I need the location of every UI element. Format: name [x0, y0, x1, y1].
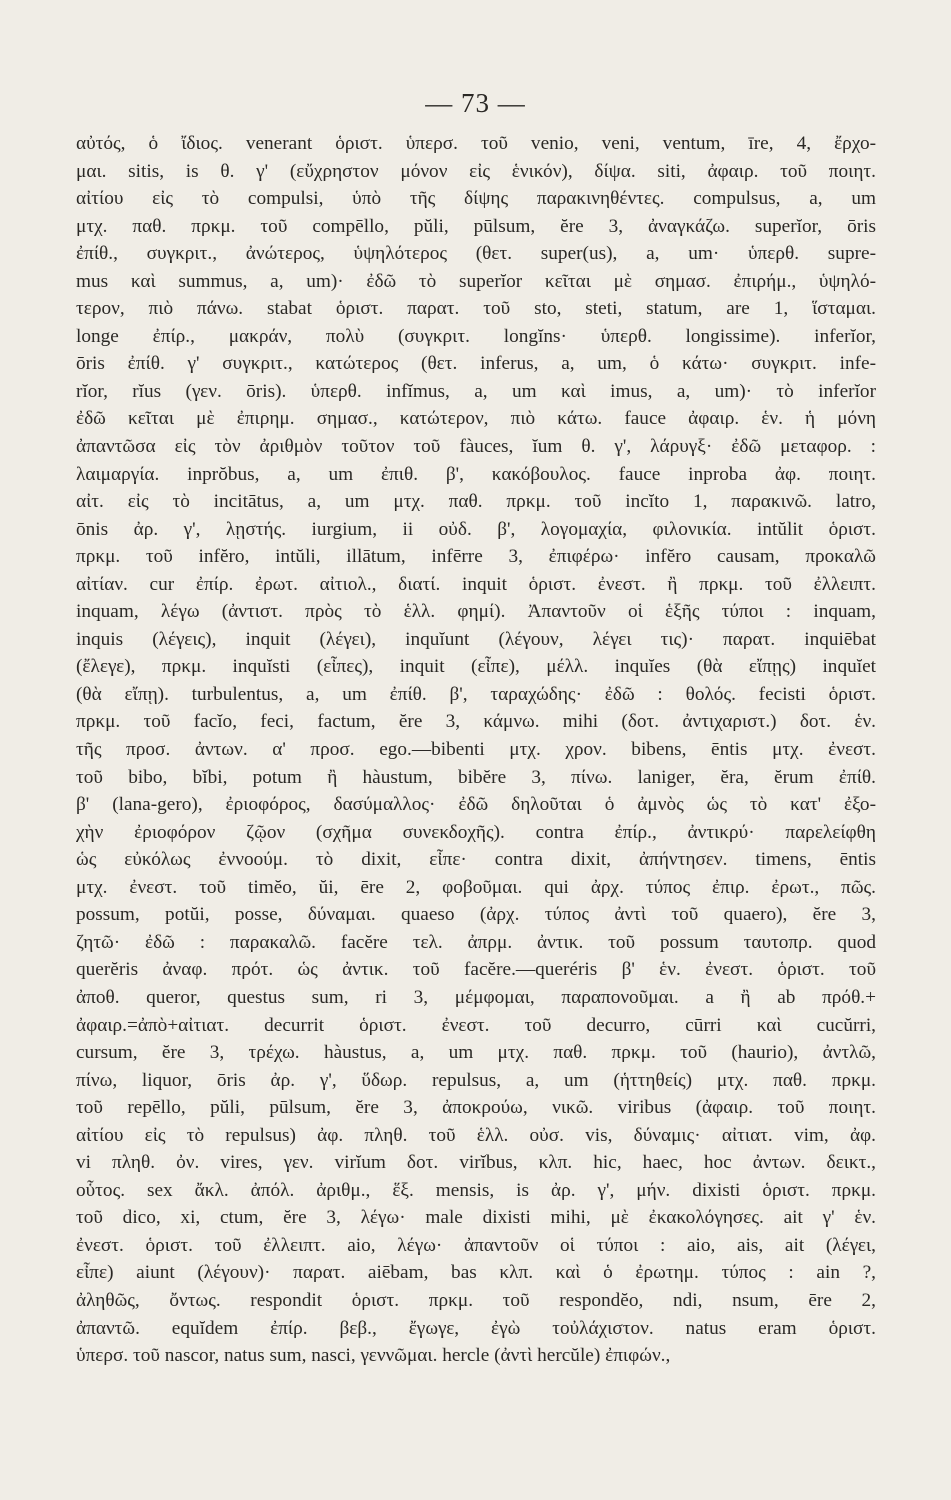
text-line: vi πληθ. ὀν. vires, γεν. virĭum δοτ. virĭbus, κλπ. hic, haec, hoc ἀντων. δεικτ., — [76, 1152, 876, 1174]
text-line: αἰτίου εἰς τὸ compulsi, ὑπὸ τῆς δίψης παρακινηθέντες. compulsus, a, um — [76, 188, 876, 210]
text-line: ἀπαντῶσα εἰς τὸν ἀριθμὸν τοῦτον τοῦ fàuces, ĭum θ. γ', λάρυγξ· ἐδῶ μεταφορ. : — [76, 436, 876, 458]
text-line: λαιμαργία. inprŏbus, a, um ἐπιθ. β', κακόβουλος. fauce inproba ἀφ. ποιητ. — [76, 463, 876, 485]
text-line: cursum, ĕre 3, τρέχω. hàustus, a, um μτχ. παθ. πρκμ. τοῦ (haurio), ἀντλῶ, — [76, 1042, 876, 1064]
text-line: mus καὶ summus, a, um)· ἐδῶ τὸ superĭor κεῖται μὲ σημασ. ἐπιρήμ., ὑψηλό- — [76, 270, 876, 292]
text-line: ἐπίθ., συγκριτ., ἀνώτερος, ὑψηλότερος (θετ. super(us), a, um· ὑπερθ. supre- — [76, 243, 876, 265]
text-line: πρκμ. τοῦ facĭo, feci, factum, ĕre 3, κάμνω. mihi (δοτ. ἀντιχαριστ.) δοτ. ἑν. — [76, 711, 876, 733]
text-line: ὑπερσ. τοῦ nascor, natus sum, nasci, γεννῶμαι. hercle (ἀντὶ hercŭle) ἐπιφών., — [76, 1345, 671, 1367]
text-line: εἶπε) aiunt (λέγουν)· παρατ. aiēbam, bas κλπ. καὶ ὁ ἐρωτημ. τύπος : ain ?, — [76, 1262, 876, 1284]
text-line: querĕris ἀναφ. πρότ. ὡς ἀντικ. τοῦ facĕre.—queréris β' ἑν. ἐνεστ. ὁριστ. τοῦ — [76, 959, 876, 981]
text-line: longe ἐπίρ., μακράν, πολὺ (συγκριτ. longĭns· ὑπερθ. longissime). inferĭor, — [76, 325, 876, 347]
text-line: ἐδῶ κεῖται μὲ ἐπιρημ. σημασ., κατώτερον, πιὸ κάτω. fauce ἀφαιρ. ἑν. ἡ μόνη — [76, 408, 876, 430]
text-line: (ἔλεγε), πρκμ. inquĭsti (εἶπες), inquit (εἶπε), μέλλ. inquĭes (θὰ εἴπῃς) inquĭet — [76, 656, 876, 678]
text-line: πίνω, liquor, ōris ἀρ. γ', ὕδωρ. repulsus, a, um (ἡττηθείς) μτχ. παθ. πρκμ. — [76, 1069, 876, 1091]
text-line: ζητῶ· ἐδῶ : παρακαλῶ. facĕre τελ. ἀπρμ. ἀντικ. τοῦ possum ταυτοπρ. quod — [76, 931, 876, 953]
text-line: τῆς προσ. ἀντων. α' προσ. ego.—bibenti μτχ. χρον. bibens, ēntis μτχ. ἐνεστ. — [76, 739, 876, 761]
text-line: αὐτός, ὁ ἴδιος. venerant ὁριστ. ὑπερσ. τοῦ venio, veni, ventum, īre, 4, ἔρχο- — [76, 133, 876, 154]
text-line: (θὰ εἴπῃ). turbulentus, a, um ἐπίθ. β', ταραχώδης· ἐδῶ : θολός. fecisti ὁριστ. — [76, 683, 876, 705]
text-line: τερον, πιὸ πάνω. stabat ὁριστ. παρατ. τοῦ sto, steti, statum, are 1, ἵσταμαι. — [76, 298, 876, 320]
text-line: ἀληθῶς, ὄντως. respondit ὁριστ. πρκμ. τοῦ respondĕo, ndi, nsum, ēre 2, — [76, 1289, 876, 1311]
text-line: ἀφαιρ.=ἀπὸ+αἰτιατ. decurrit ὁριστ. ἐνεστ. τοῦ decurro, cūrri καὶ cucŭrri, — [76, 1014, 876, 1036]
text-line: ὡς εὐκόλως ἐννοούμ. τὸ dixit, εἶπε· contra dixit, ἀπήντησεν. timens, ēntis — [76, 849, 876, 871]
text-line: inquam, λέγω (ἀντιστ. πρὸς τὸ ἑλλ. φημί). Ἀπαντοῦν οἱ ἑξῆς τύποι : inquam, — [76, 601, 876, 623]
text-line: ἀποθ. queror, questus sum, ri 3, μέμφομαι, παραπονοῦμαι. a ἢ ab πρόθ.+ — [76, 986, 876, 1008]
text-line: χὴν ἐριοφόρον ζῷον (σχῆμα συνεκδοχῆς). contra ἐπίρ., ἀντικρύ· παρελείφθη — [76, 821, 876, 843]
text-line: ἐνεστ. ὁριστ. τοῦ ἐλλειπτ. aio, λέγω· ἀπαντοῦν οἱ τύποι : aio, ais, ait (λέγει, — [76, 1234, 876, 1256]
text-line: πρκμ. τοῦ infĕro, intŭli, illātum, infērre 3, ἐπιφέρω· infĕro causam, προκαλῶ — [76, 546, 876, 568]
text-line: ἀπαντῶ. equĭdem ἐπίρ. βεβ., ἔγωγε, ἐγὼ τοὐλάχιστον. natus eram ὁριστ. — [76, 1317, 876, 1339]
text-line: inquis (λέγεις), inquit (λέγει), inquĭunt (λέγουν, λέγει τις)· παρατ. inquiēbat — [76, 628, 876, 650]
text-line: possum, potŭi, posse, δύναμαι. quaeso (ἀρχ. τύπος ἀντὶ τοῦ quaero), ĕre 3, — [76, 904, 876, 926]
text-line: μαι. sitis, is θ. γ' (εὔχρηστον μόνον εἰς ἑνικόν), δίψα. siti, ἀφαιρ. τοῦ ποιητ. — [76, 160, 876, 182]
text-line: ōris ἐπίθ. γ' συγκριτ., κατώτερος (θετ. inferus, a, um, ὁ κάτω· συγκριτ. infe- — [76, 353, 876, 375]
text-line: αἰτίου εἰς τὸ repulsus) ἀφ. πληθ. τοῦ ἑλλ. οὐσ. vis, δύναμις· αἰτιατ. vim, ἀφ. — [76, 1124, 876, 1146]
page-number: — 73 — — [425, 88, 526, 118]
text-line: τοῦ bibo, bĭbi, potum ἢ hàustum, bibĕre 3, πίνω. laniger, ĕra, ĕrum ἐπίθ. — [76, 766, 876, 788]
text-line: αἰτ. εἰς τὸ incitātus, a, um μτχ. παθ. πρκμ. τοῦ incĭto 1, παρακινῶ. latro, — [76, 491, 876, 513]
text-line: ōnis ἀρ. γ', λῃστής. iurgium, ii οὐδ. β', λογομαχία, φιλονικία. intŭlit ὁριστ. — [76, 518, 876, 540]
text-line: μτχ. ἐνεστ. τοῦ timĕo, ŭi, ēre 2, φοβοῦμαι. qui ἀρχ. τύπος ἐπιρ. ἐρωτ., πῶς. — [76, 876, 876, 898]
text-line: αἰτίαν. cur ἐπίρ. ἐρωτ. αἰτιολ., διατί. inquit ὁριστ. ἐνεστ. ἢ πρκμ. τοῦ ἐλλειπτ. — [76, 573, 876, 595]
text-line: μτχ. παθ. πρκμ. τοῦ compēllo, pŭli, pūlsum, ĕre 3, ἀναγκάζω. superĭor, ōris — [76, 215, 876, 237]
text-line: τοῦ repēllo, pŭli, pūlsum, ĕre 3, ἀποκρούω, νικῶ. viribus (ἀφαιρ. τοῦ ποιητ. — [76, 1097, 876, 1119]
text-line: rĭor, rĭus (γεν. ōris). ὑπερθ. infĭmus, a, um καὶ imus, a, um)· τὸ inferĭor — [76, 380, 876, 402]
text-line: τοῦ dico, xi, ctum, ĕre 3, λέγω· male dixisti mihi, μὲ ἐκακολόγησες. ait γ' ἑν. — [76, 1207, 876, 1229]
commentary-text — [76, 130, 876, 1370]
text-line: οὗτος. sex ἄκλ. ἀπόλ. ἀριθμ., ἕξ. mensis, is ἀρ. γ', μήν. dixisti ὁριστ. πρκμ. — [76, 1179, 876, 1201]
text-line: β' (lana-gero), ἐριοφόρος, δασύμαλλος· ἐδῶ δηλοῦται ὁ ἀμνὸς ὡς τὸ κατ' ἐξο- — [76, 794, 876, 816]
